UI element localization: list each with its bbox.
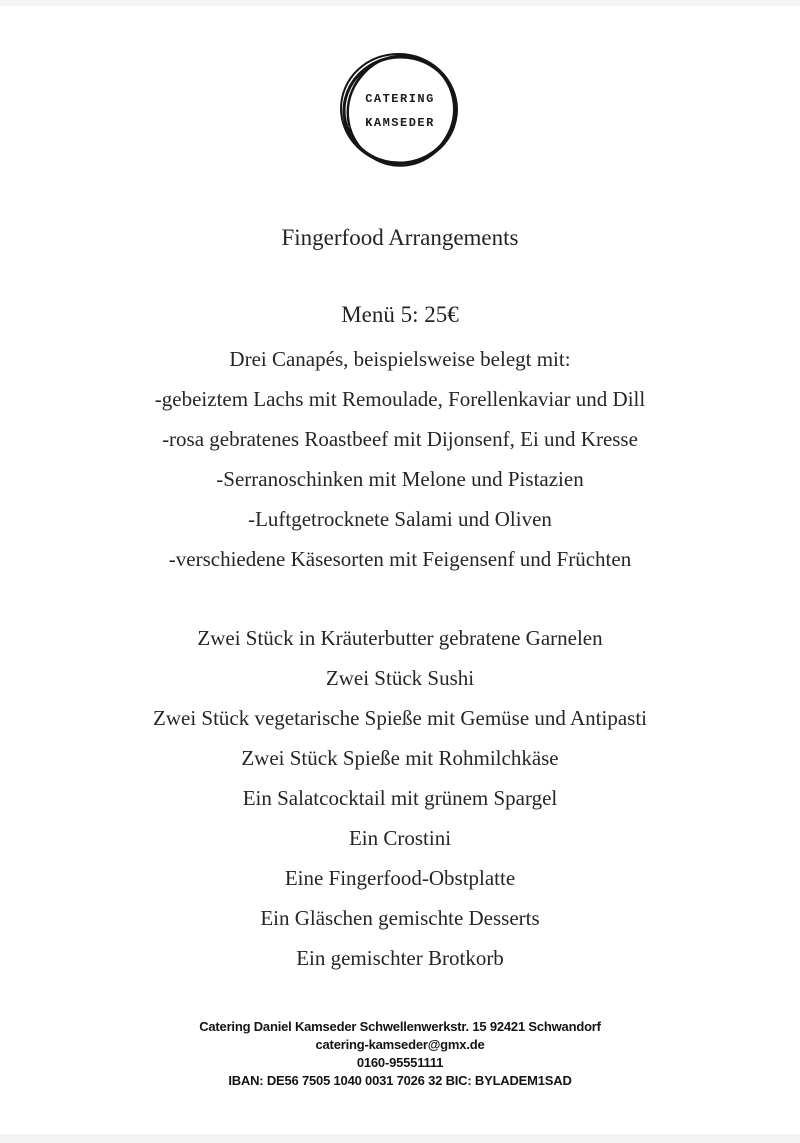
- menu-item: Zwei Stück vegetarische Spieße mit Gemüse und Antipasti: [153, 706, 647, 730]
- menu-item: Zwei Stück in Kräuterbutter gebratene Garnelen: [197, 626, 603, 650]
- sketch-circle-icon: [335, 50, 465, 172]
- footer-bank-details: IBAN: DE56 7505 1040 0031 7026 32 BIC: BYLADEM1SAD: [228, 1073, 572, 1088]
- footer-phone: 0160-95551111: [356, 1055, 444, 1070]
- footer-address: Catering Daniel Kamseder Schwellenwerkstr. 15 92421 Schwandorf: [199, 1019, 601, 1034]
- menu-item: Zwei Stück Sushi: [325, 666, 475, 690]
- menu-item: Ein Crostini: [348, 826, 452, 850]
- menu-item: Ein Gläschen gemischte Desserts: [260, 906, 540, 930]
- canape-item: -gebeiztem Lachs mit Remoulade, Forellenkaviar und Dill: [154, 387, 646, 411]
- footer-email: catering-kamseder@gmx.de: [315, 1037, 485, 1052]
- canape-intro: Drei Canapés, beispielsweise belegt mit:: [229, 347, 571, 371]
- menu-item: Ein gemischter Brotkorb: [296, 946, 504, 970]
- catering-kamseder-logo: [335, 50, 465, 172]
- canape-item: -Serranoschinken mit Melone und Pistazien: [216, 467, 584, 491]
- menu-item: Zwei Stück Spieße mit Rohmilchkäse: [241, 746, 559, 770]
- menu-item: Ein Salatcocktail mit grünem Spargel: [242, 786, 558, 810]
- menu-heading: Menü 5: 25€: [341, 302, 459, 327]
- logo-text-line2: KAMSEDER: [365, 116, 435, 130]
- page-title: Fingerfood Arrangements: [281, 225, 519, 250]
- canape-item: -rosa gebratenes Roastbeef mit Dijonsenf, Ei und Kresse: [162, 427, 638, 451]
- canape-item: -verschiedene Käsesorten mit Feigensenf und Früchten: [168, 547, 632, 571]
- logo-text-line1: CATERING: [365, 92, 435, 106]
- page-bottom-edge: [0, 1134, 800, 1143]
- menu-items-section: [0, 618, 800, 978]
- canape-item: -Luftgetrocknete Salami und Oliven: [248, 507, 552, 531]
- canape-section: [0, 339, 800, 579]
- footer-contact-block: [0, 1018, 800, 1090]
- menu-item: Eine Fingerfood-Obstplatte: [284, 866, 516, 890]
- page-top-edge: [0, 0, 800, 6]
